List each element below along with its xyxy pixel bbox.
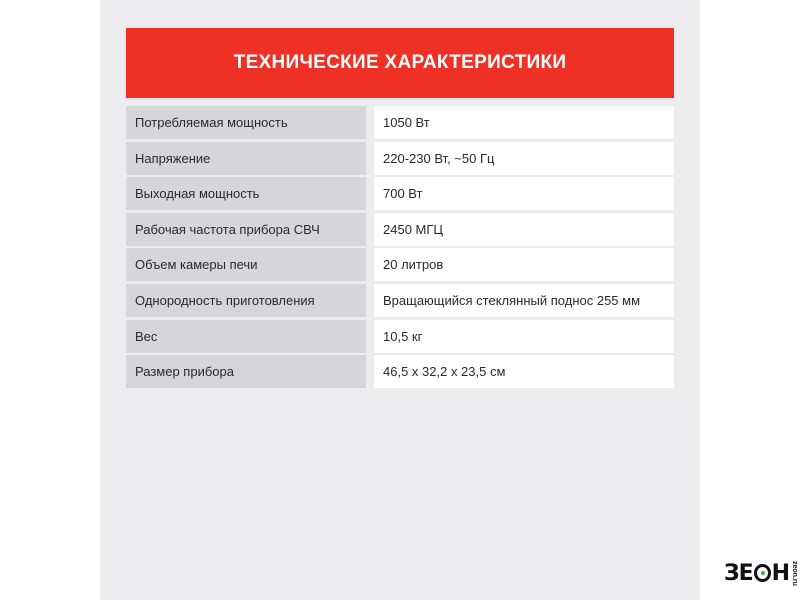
spec-row (126, 213, 674, 246)
spec-label: Напряжение (126, 142, 366, 175)
spec-header-title: ТЕХНИЧЕСКИЕ ХАРАКТЕРИСТИКИ (233, 52, 567, 73)
spec-label: Однородность приготовления (126, 284, 366, 317)
spec-value: 2450 МГЦ (374, 213, 674, 246)
spec-row (126, 284, 674, 317)
spec-row (126, 355, 674, 388)
spec-label: Размер прибора (126, 355, 366, 388)
logo-domain: zeon.ru (791, 560, 799, 586)
spec-label: Объем камеры печи (126, 248, 366, 281)
spec-label: Вес (126, 320, 366, 353)
spec-label: Потребляемая мощность (126, 106, 366, 139)
spec-row (126, 320, 674, 353)
zeon-logo (724, 560, 798, 586)
spec-label: Рабочая частота прибора СВЧ (126, 213, 366, 246)
spec-value: 220-230 Вт, ~50 Гц (374, 142, 674, 175)
logo-text-right: Н (771, 560, 790, 586)
spec-table (126, 106, 674, 391)
spec-row (126, 106, 674, 139)
logo-o-icon (754, 564, 771, 582)
spec-row (126, 142, 674, 175)
spec-value: 10,5 кг (374, 320, 674, 353)
spec-header (126, 28, 674, 98)
spec-value: 700 Вт (374, 177, 674, 210)
logo-text-left: ЗЕ (724, 560, 753, 586)
spec-label: Выходная мощность (126, 177, 366, 210)
spec-row (126, 248, 674, 281)
spec-row (126, 177, 674, 210)
spec-value: 20 литров (374, 248, 674, 281)
spec-value: 46,5 x 32,2 x 23,5 см (374, 355, 674, 388)
spec-value: 1050 Вт (374, 106, 674, 139)
spec-value: Вращающийся стеклянный поднос 255 мм (374, 284, 674, 317)
